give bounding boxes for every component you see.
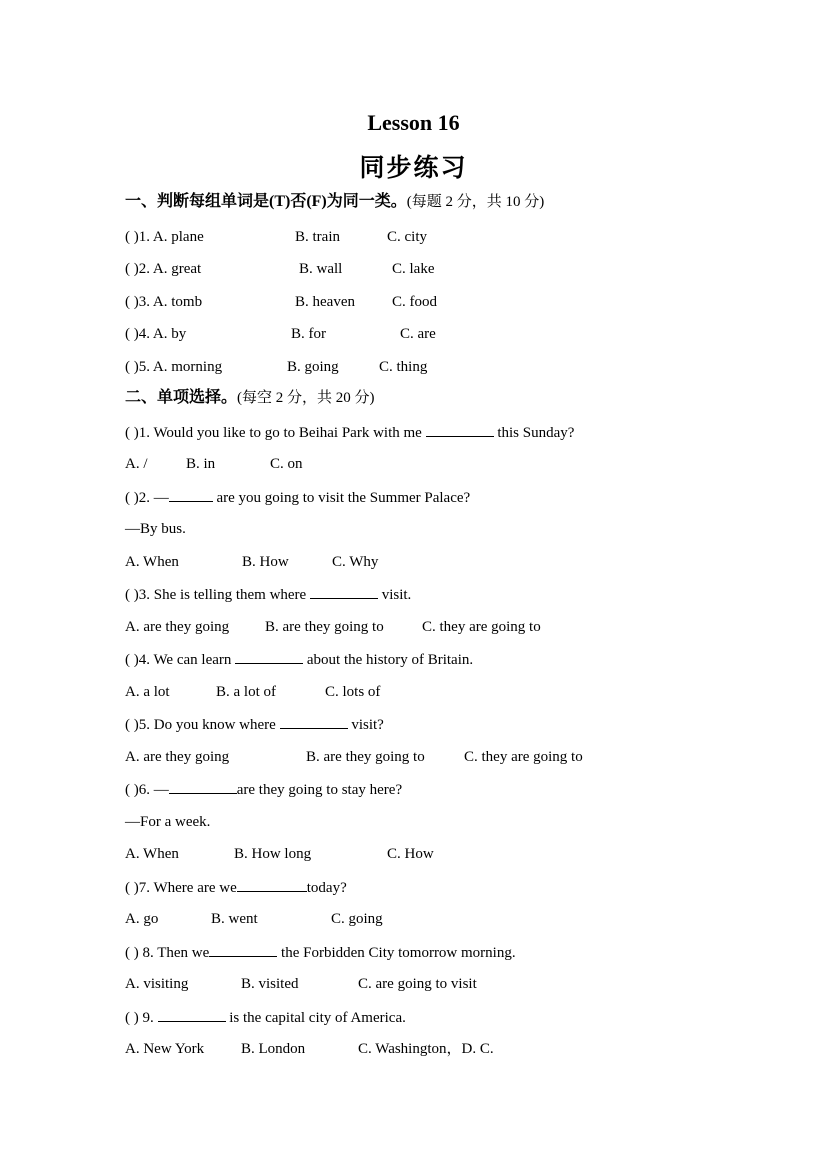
question-text: ( )1. Would you like to go to Beihai Park with me [125, 425, 426, 441]
item-number-option-a: ( )5. A. morning [125, 359, 223, 375]
option-a: A. are they going [125, 619, 230, 635]
option-a: A. When [125, 846, 179, 862]
question-text: ( )6. — [125, 782, 169, 798]
question-4 [125, 649, 473, 670]
question-2-answer: —By bus. [125, 521, 186, 537]
list-item [125, 324, 436, 344]
option-b: B. heaven [295, 294, 355, 310]
option-a: A. are they going [125, 749, 230, 765]
item-number-option-a: ( )1. A. plane [125, 229, 204, 245]
list-item [125, 357, 428, 377]
option-b: B. are they going to [265, 619, 384, 635]
option-b: B. a lot of [216, 684, 276, 700]
question-text-end: are you going to visit the Summer Palace? [212, 490, 471, 506]
option-c: C. are [400, 326, 436, 342]
question-1 [125, 422, 574, 443]
question-text: ( )2. — [125, 490, 169, 506]
option-c: C. they are going to [422, 619, 541, 635]
question-6 [125, 779, 402, 800]
question-text-end: today? [306, 880, 347, 896]
question-text-end: is the capital city of America. [225, 1010, 406, 1026]
question-text: ( ) 9. [125, 1010, 158, 1026]
option-b: B. How [242, 554, 289, 570]
question-9-options [125, 1039, 494, 1059]
option-b: B. train [295, 229, 340, 245]
answer-blank [158, 1007, 226, 1022]
question-5 [125, 714, 384, 735]
question-text-end: visit. [377, 587, 412, 603]
question-8-options [125, 974, 477, 994]
option-b: B. in [186, 456, 216, 472]
question-text-end: this Sunday? [493, 425, 575, 441]
question-1-options [125, 454, 303, 474]
option-b: B. going [287, 359, 339, 375]
question-text-end: are they going to stay here? [236, 782, 403, 798]
answer-blank [169, 487, 213, 502]
question-7 [125, 877, 347, 898]
option-a: A. go [125, 911, 159, 927]
item-number-option-a: ( )4. A. by [125, 326, 187, 342]
option-c: C. they are going to [464, 749, 583, 765]
section1-heading [125, 192, 544, 212]
question-6-options [125, 844, 434, 864]
question-text-end: about the history of Britain. [303, 652, 474, 668]
question-text: ( )7. Where are we [125, 880, 237, 896]
option-b: B. wall [299, 261, 343, 277]
answer-blank [426, 422, 494, 437]
section2-heading [125, 388, 375, 408]
option-a: A. visiting [125, 976, 189, 992]
option-c: C. city [387, 229, 427, 245]
option-b: B. London [241, 1041, 306, 1057]
option-c: C. on [270, 456, 303, 472]
question-3 [125, 584, 411, 605]
section2-note: (每空 2 分，共 20 分) [237, 390, 375, 406]
section1-note: (每题 2 分，共 10 分) [406, 194, 545, 210]
option-b: B. visited [241, 976, 299, 992]
question-2 [125, 487, 470, 508]
question-2-options [125, 552, 379, 572]
list-item [125, 292, 437, 312]
list-item [125, 259, 435, 279]
question-text: ( )3. She is telling them where [125, 587, 310, 603]
option-b: B. are they going to [306, 749, 425, 765]
option-c: C. going [331, 911, 383, 927]
question-text: ( )4. We can learn [125, 652, 236, 668]
item-number-option-a: ( )3. A. tomb [125, 294, 203, 310]
question-8 [125, 942, 516, 963]
answer-blank [237, 877, 307, 892]
page-title: Lesson 16 [367, 110, 460, 135]
question-7-options [125, 909, 383, 929]
page-subtitle: 同步练习 [359, 155, 468, 182]
question-3-options [125, 617, 541, 637]
question-text-end: the Forbidden City tomorrow morning. [277, 945, 516, 961]
option-c: C. Why [332, 554, 379, 570]
option-a: A. When [125, 554, 179, 570]
section2-heading-text: 二、单项选择。 [125, 389, 238, 406]
option-a: A. New York [125, 1041, 205, 1057]
question-6-answer: —For a week. [125, 814, 211, 830]
option-b: B. How long [234, 846, 312, 862]
option-a: A. a lot [125, 684, 170, 700]
item-number-option-a: ( )2. A. great [125, 261, 202, 277]
question-text: ( ) 8. Then we [125, 945, 210, 961]
option-c: C. Washington，D. C. [358, 1041, 494, 1057]
option-b: B. went [211, 911, 258, 927]
answer-blank [280, 714, 348, 729]
option-c: C. lots of [325, 684, 381, 700]
question-9 [125, 1007, 406, 1028]
option-b: B. for [291, 326, 326, 342]
option-c: C. lake [392, 261, 435, 277]
section1-heading-text: 一、判断每组单词是(T)否(F)为同一类。 [125, 193, 407, 210]
list-item [125, 227, 427, 247]
option-c: C. are going to visit [358, 976, 477, 992]
question-text: ( )5. Do you know where [125, 717, 280, 733]
option-a: A. / [125, 456, 148, 472]
question-4-options [125, 682, 381, 702]
answer-blank [235, 649, 303, 664]
question-5-options [125, 747, 583, 767]
answer-blank [310, 584, 378, 599]
option-c: C. thing [379, 359, 428, 375]
option-c: C. food [392, 294, 437, 310]
answer-blank [209, 942, 277, 957]
answer-blank [169, 779, 237, 794]
option-c: C. How [387, 846, 434, 862]
question-text-end: visit? [347, 717, 384, 733]
